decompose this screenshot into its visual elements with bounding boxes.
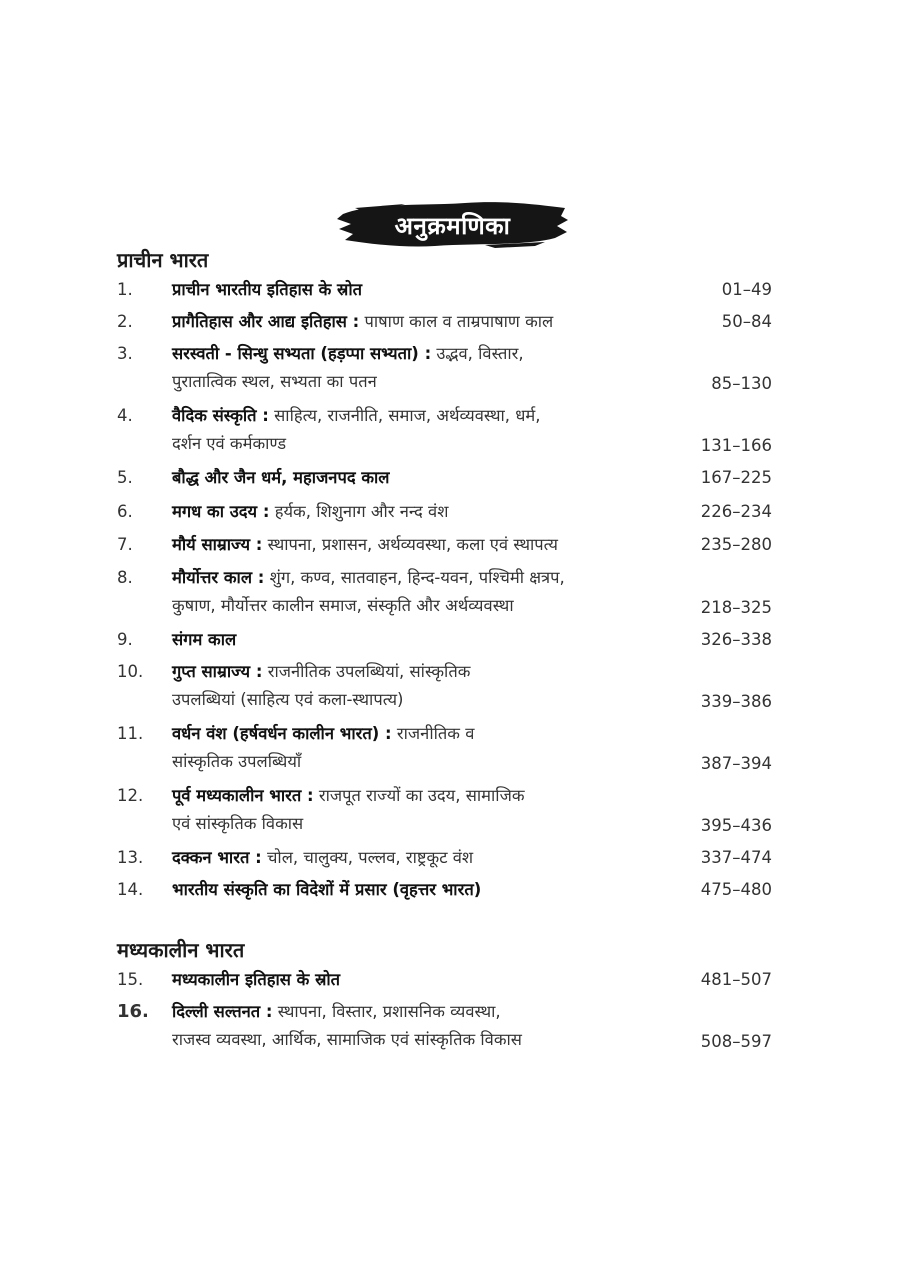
entry-text [172, 876, 692, 904]
section-heading-medieval: मध्यकालीन भारत [117, 938, 245, 962]
entry-title: भारतीय संस्कृति का विदेशों में प्रसार (वृहत्तर भारत) [172, 880, 482, 899]
entry-text [172, 658, 692, 714]
entry-number: 13. [117, 848, 144, 867]
entry-number: 10. [117, 662, 144, 681]
entry-number: 4. [117, 406, 133, 425]
entry-pages: 235–280 [700, 535, 772, 554]
entry-pages: 326–338 [700, 630, 772, 649]
entry-title: प्रागैतिहास और आद्य इतिहास : [172, 312, 360, 331]
entry-text [172, 564, 692, 620]
entry-number: 2. [117, 312, 133, 331]
entry-number: 3. [117, 344, 133, 363]
entry-pages: 481–507 [700, 970, 772, 989]
entry-title: मगध का उदय : [172, 502, 270, 521]
entry-number: 16. [117, 1001, 149, 1022]
entry-text [172, 276, 692, 304]
entry-number: 5. [117, 468, 133, 487]
entry-title: सरस्वती - सिन्धु सभ्यता (हड़प्पा सभ्यता) : [172, 344, 432, 363]
entry-title: मौर्य साम्राज्य : [172, 535, 263, 554]
entry-pages: 226–234 [700, 502, 772, 521]
entry-title: दक्कन भारत : [172, 848, 262, 867]
entry-title: मध्यकालीन इतिहास के स्रोत [172, 970, 341, 989]
entry-number: 7. [117, 535, 133, 554]
entry-pages: 475–480 [700, 880, 772, 899]
entry-title: दिल्ली सल्तनत : [172, 1002, 273, 1021]
entry-subtopics: राजनीतिक व [391, 724, 475, 743]
entry-subtopics-continued: राजस्व व्यवस्था, आर्थिक, सामाजिक एवं सांस्कृतिक विकास [172, 1030, 522, 1049]
entry-subtopics-continued: पुरातात्विक स्थल, सभ्यता का पतन [172, 372, 377, 391]
entry-text [172, 720, 692, 776]
entry-pages: 167–225 [700, 468, 772, 487]
entry-text [172, 626, 692, 654]
entry-text [172, 498, 692, 526]
entry-text [172, 464, 692, 492]
entry-subtopics: हर्यक, शिशुनाग और नन्द वंश [269, 502, 449, 521]
entry-number: 14. [117, 880, 144, 899]
title-banner [335, 196, 570, 254]
entry-subtopics-continued: एवं सांस्कृतिक विकास [172, 814, 304, 833]
entry-number: 12. [117, 786, 144, 805]
entry-number: 6. [117, 502, 133, 521]
entry-number: 1. [117, 280, 133, 299]
entry-subtopics: स्थापना, प्रशासन, अर्थव्यवस्था, कला एवं स्थापत्य [262, 535, 558, 554]
entry-title: बौद्ध और जैन धर्म, महाजनपद काल [172, 468, 390, 487]
entry-pages: 387–394 [700, 754, 772, 773]
entry-text [172, 782, 692, 838]
entry-subtopics: पाषाण काल व ताम्रपाषाण काल [359, 312, 554, 331]
entry-text [172, 308, 692, 336]
entry-text [172, 402, 692, 458]
entry-title: प्राचीन भारतीय इतिहास के स्रोत [172, 280, 363, 299]
entry-text [172, 340, 692, 396]
entry-text [172, 998, 692, 1054]
entry-subtopics: उद्भव, विस्तार, [431, 344, 524, 363]
entry-subtopics: साहित्य, राजनीति, समाज, अर्थव्यवस्था, धर्म, [268, 406, 541, 425]
entry-number: 8. [117, 568, 133, 587]
entry-subtopics-continued: कुषाण, मौर्योत्तर कालीन समाज, संस्कृति और अर्थव्यवस्था [172, 596, 514, 615]
entry-title: पूर्व मध्यकालीन भारत : [172, 786, 314, 805]
entry-pages: 85–130 [711, 374, 772, 393]
entry-subtopics: राजपूत राज्यों का उदय, सामाजिक [313, 786, 525, 805]
entry-subtopics: स्थापना, विस्तार, प्रशासनिक व्यवस्था, [272, 1002, 501, 1021]
entry-pages: 218–325 [700, 598, 772, 617]
entry-title: वर्धन वंश (हर्षवर्धन कालीन भारत) : [172, 724, 392, 743]
entry-subtopics: शुंग, कण्व, सातवाहन, हिन्द-यवन, पश्चिमी क्षत्रप, [264, 568, 565, 587]
entry-subtopics: राजनीतिक उपलब्धियां, सांस्कृतिक [262, 662, 471, 681]
entry-text [172, 531, 692, 559]
page-title: अनुक्रमणिका [394, 211, 511, 240]
entry-text [172, 844, 692, 872]
entry-text [172, 966, 692, 994]
entry-subtopics: चोल, चालुक्य, पल्लव, राष्ट्रकूट वंश [261, 848, 474, 867]
entry-pages: 339–386 [700, 692, 772, 711]
entry-pages: 131–166 [700, 436, 772, 455]
entry-title: वैदिक संस्कृति : [172, 406, 269, 425]
entry-title: संगम काल [172, 630, 237, 649]
entry-title: मौर्योत्तर काल : [172, 568, 265, 587]
entry-number: 15. [117, 970, 144, 989]
entry-pages: 395–436 [700, 816, 772, 835]
entry-number: 9. [117, 630, 133, 649]
entry-subtopics-continued: सांस्कृतिक उपलब्धियाँ [172, 752, 302, 771]
entry-pages: 337–474 [700, 848, 772, 867]
entry-subtopics-continued: दर्शन एवं कर्मकाण्ड [172, 434, 287, 453]
entry-title: गुप्त साम्राज्य : [172, 662, 263, 681]
entry-pages: 508–597 [700, 1032, 772, 1051]
entry-subtopics-continued: उपलब्धियां (साहित्य एवं कला-स्थापत्य) [172, 690, 404, 709]
section-heading-ancient: प्राचीन भारत [117, 248, 209, 272]
entry-pages: 01–49 [721, 280, 772, 299]
entry-pages: 50–84 [721, 312, 772, 331]
entry-number: 11. [117, 724, 144, 743]
